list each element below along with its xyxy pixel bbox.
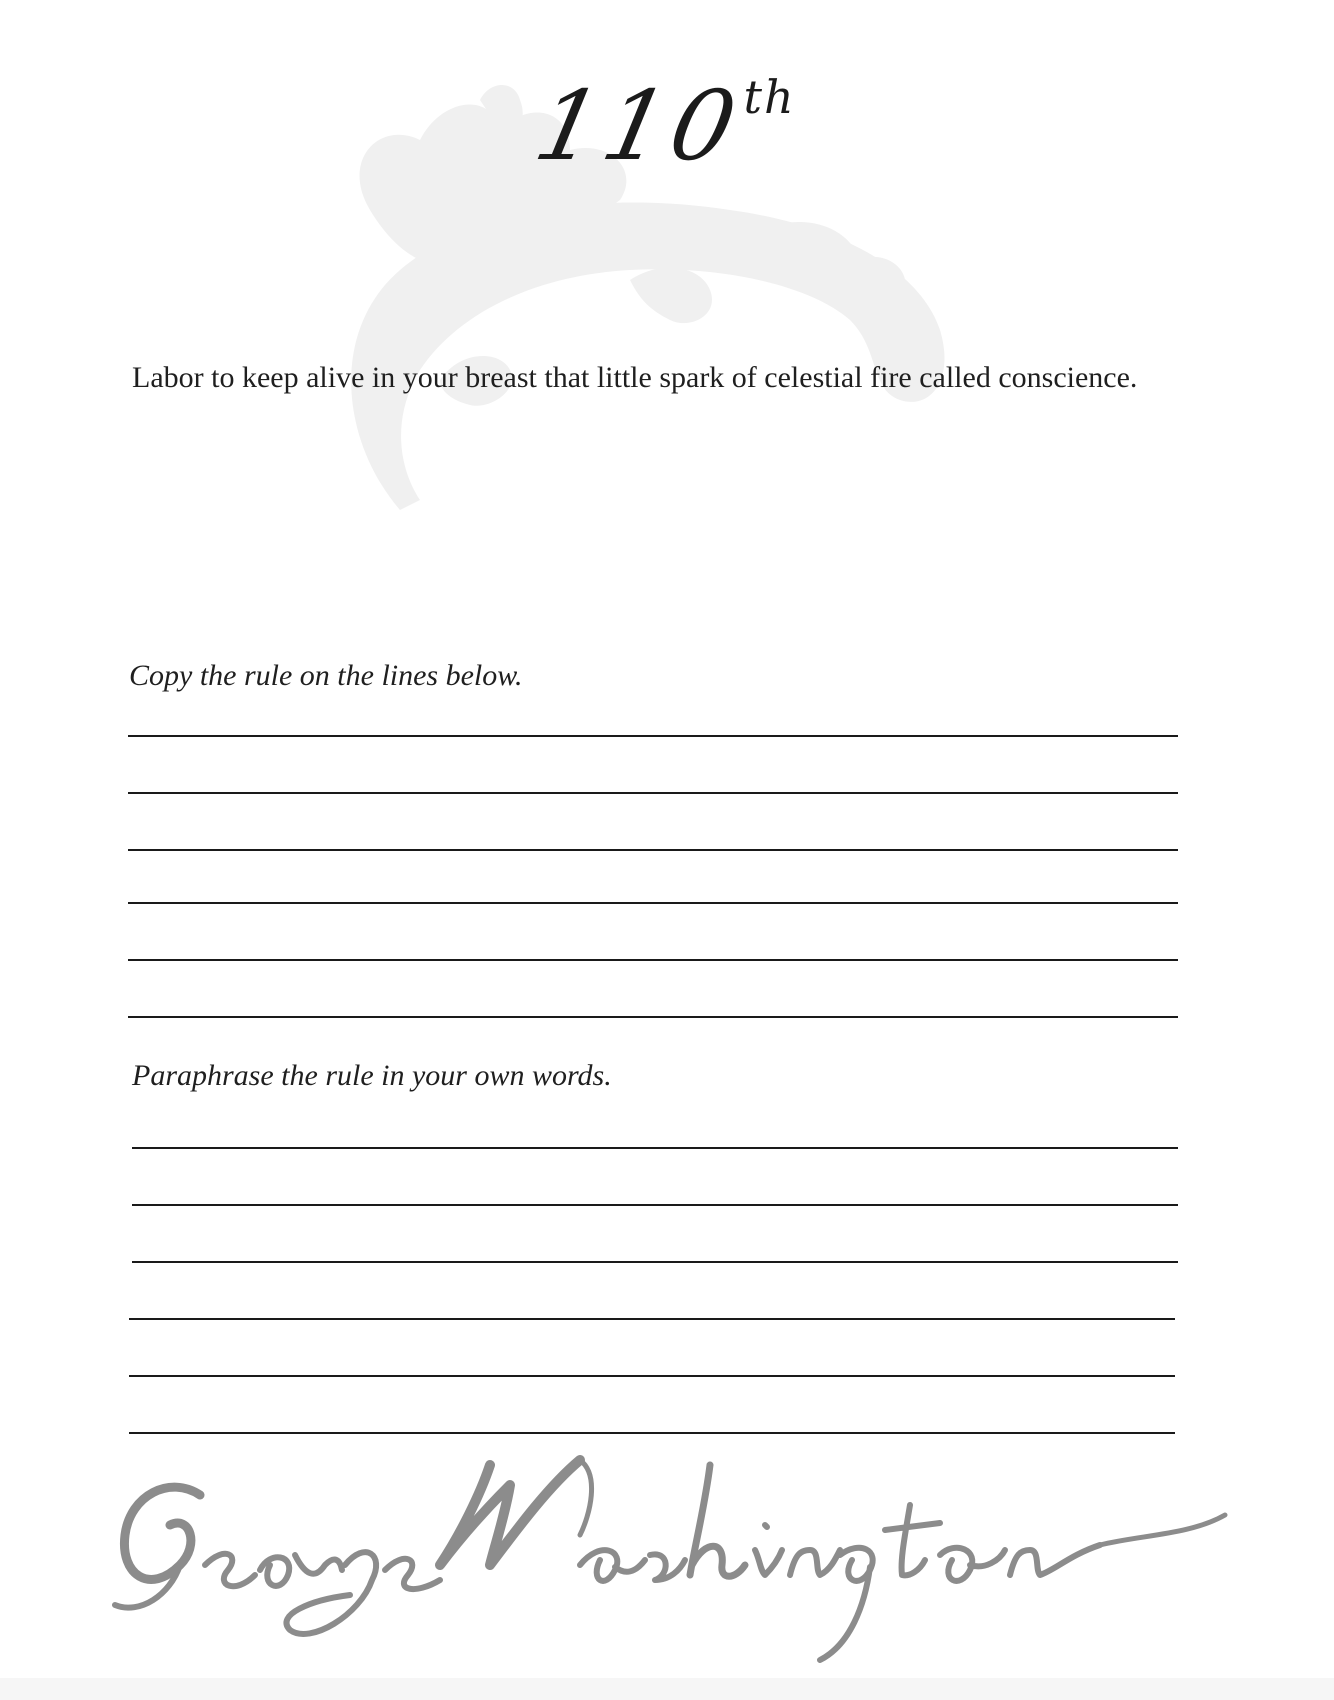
rule-number-suffix: th [743, 70, 796, 124]
paraphrase-writing-line[interactable] [132, 1147, 1178, 1149]
rule-text: Labor to keep alive in your breast that little spark of celestial fire called conscience. [132, 361, 1138, 394]
page-footer-band [0, 1678, 1334, 1700]
rule-number: 110 [526, 70, 752, 182]
paraphrase-rule-prompt: Paraphrase the rule in your own words. [132, 1059, 612, 1092]
paraphrase-writing-line[interactable] [129, 1318, 1175, 1320]
paraphrase-writing-line[interactable] [129, 1375, 1175, 1377]
copy-rule-prompt: Copy the rule on the lines below. [129, 659, 523, 692]
copy-writing-line[interactable] [128, 902, 1178, 904]
copy-writing-line[interactable] [128, 735, 1178, 737]
copy-writing-line[interactable] [128, 1016, 1178, 1018]
copy-writing-line[interactable] [128, 792, 1178, 794]
copy-writing-line[interactable] [128, 849, 1178, 851]
rule-number-heading [0, 70, 1334, 182]
paraphrase-writing-line[interactable] [132, 1204, 1178, 1206]
copy-writing-line[interactable] [128, 959, 1178, 961]
george-washington-signature [110, 1455, 1230, 1665]
paraphrase-writing-line[interactable] [132, 1261, 1178, 1263]
paraphrase-writing-line[interactable] [129, 1432, 1175, 1434]
